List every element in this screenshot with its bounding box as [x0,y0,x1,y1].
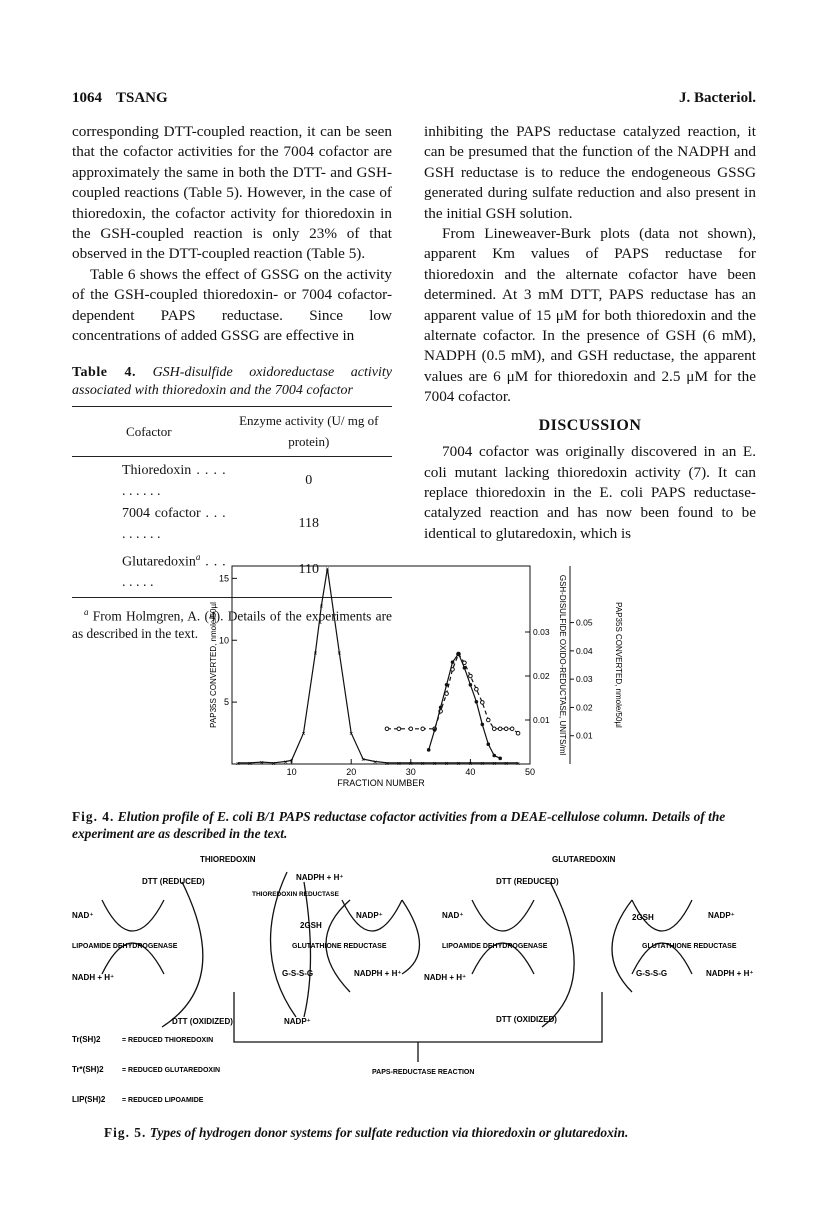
table-cell: 118 [298,516,320,532]
x-axis-title: FRACTION NUMBER [337,778,425,788]
data-point: × [349,731,354,739]
data-point [433,728,437,732]
data-point: × [480,760,485,768]
data-point: × [289,758,294,766]
table-cell: 110 [298,561,320,577]
y-left-tick-label: 5 [223,697,229,708]
paragraph: corresponding DTT-coupled reaction, it can be seen that the cofactor activities for the 7004 cofactor are approximately the same in both the DTT- and GSH-coupled reactions (Table 5). However, in the case of thioredoxin, the cofactor activity for thioredoxin in the GSH-coupled reaction is only 23% of that observed in the DTT-coupled reaction (Table 5). [72,123,392,263]
data-point: × [361,757,366,765]
table-row: Glutaredoxin$^a$ . . . . . . . . 110 [72,546,392,598]
figure-5-caption: Fig. 5. Types of hydrogen donor systems for sulfate reduction via thioredoxin or glutaredoxin. [104,1125,629,1140]
y-mid-tick-label: 0.01 [533,715,550,725]
data-point [385,727,389,731]
nadp-label: NADP⁺ [284,1017,311,1026]
x-tick-label: 10 [286,767,297,777]
data-point [510,727,514,731]
data-point [397,727,401,731]
section-heading: DISCUSSION [538,416,642,434]
nadph-label: NADPH + H⁺ [354,969,402,978]
x-tick-label: 50 [524,767,536,777]
dtt-oxidized-label: DTT (OXIDIZED) [496,1015,557,1024]
table-cell: 7004 cofactor [122,506,201,522]
series-line [238,569,518,766]
nadp-label: NADP⁺ [356,911,383,920]
data-point [504,727,508,731]
nad-label: NAD⁺ [442,911,464,920]
data-point [457,652,461,656]
data-point: × [372,759,378,767]
figure-4-chart [170,548,640,810]
data-point: × [301,731,306,739]
dtt-reduced-label: DTT (REDUCED) [142,877,205,886]
x-tick-label: 30 [405,767,416,777]
data-point: × [235,760,241,768]
data-point: × [432,760,437,768]
data-point [421,727,425,731]
data-point [427,748,431,752]
legend-formula: Tr*(SH)2 [72,1065,104,1074]
data-point: × [492,760,497,768]
data-point [481,723,485,727]
data-point [469,683,473,687]
data-point: × [456,760,461,768]
table-row: Thioredoxin . . . . . . . . . . 0 [72,457,392,503]
series-line [387,654,518,733]
thioredoxin-reductase-label: THIOREDOXIN REDUCTASE [252,891,339,898]
data-point: × [247,760,252,768]
data-point: × [444,760,449,768]
journal-name: J. Bacteriol. [678,90,756,106]
y-left-axis-title: PAP35S CONVERTED, nmole/50µl [209,602,218,728]
data-point [481,701,485,705]
two-gsh-label: 2GSH [300,921,322,930]
data-point: × [313,650,318,658]
data-point: × [283,759,288,767]
y-left-tick-label: 15 [218,573,229,584]
glutaredoxin-title: GLUTAREDOXIN [552,855,616,864]
paragraph: inhibiting the PAPS reductase catalyzed reaction, it can be presumed that the function of the NADPH and GSH reductase is to reduce the endogeneous GSSG generated during sulfate reduction and also present in the initial GSH solution. [424,123,756,222]
dtt-reduced-label: DTT (REDUCED) [496,877,559,886]
diagram-arcs [102,872,692,1062]
y-right-axis-title: PAP35S CONVERTED, nmole/50µl [614,602,623,728]
table-footnote: $^a$ From Holmgren, A. (4). Details of the experiments are as described in the text. [72,607,392,641]
data-point [451,660,455,664]
glutathione-reductase-label: GLUTATHIONE REDUCTASE [642,943,737,950]
thioredoxin-title: THIOREDOXIN [200,855,256,864]
lipoamide-dh-label: LIPOAMIDE DEHYDROGENASE [72,943,178,950]
paragraph: Table 6 shows the effect of GSSG on the activity of the GSH-coupled thioredoxin- or 7004 cofactor-dependent PAPS reductase. Since low concentrations of added GSSG are effective in [72,265,392,345]
nadph-label: NADPH + H⁺ [296,873,344,882]
y-right-tick-label: 0.04 [576,645,593,656]
data-point: × [259,760,264,768]
x-tick-label: 40 [465,767,476,777]
table-header: Enzyme activity (U/ mg of protein) [226,407,392,457]
y-right-tick-label: 0.02 [576,702,593,713]
y-right-tick-label: 0.01 [576,730,593,741]
legend-formula: LIP(SH)2 [72,1095,106,1104]
data-point: × [271,760,276,768]
data-point: × [396,760,401,768]
data-point [498,727,502,731]
data-point [486,742,490,746]
data-point [492,727,496,731]
y-right-tick-label: 0.05 [576,617,593,628]
nadh-label: NADH + H⁺ [72,973,115,982]
figure-4-caption: Fig. 4. Elution profile of E. coli B/1 PAPS reductase cofactor activities from a DEAE-cellulose column. Details of the experiment are as described in the text. [72,809,726,841]
data-point: × [420,760,425,768]
two-gsh-label: 2GSH [632,913,654,922]
table-cell: Thioredoxin [122,463,192,479]
data-point: × [384,760,390,768]
data-point: × [319,603,324,611]
x-tick-label: 20 [346,767,357,777]
paragraph: 7004 cofactor was originally discovered in an E. coli mutant lacking thioredoxin activity (7). It can replace thioredoxin in the E. coli PAPS reductase-catalyzed reaction and has now been found to be identical to glutaredoxin, which is [424,443,756,542]
page-header [72,90,756,110]
diagram-labels [72,855,754,1104]
data-point [498,757,502,761]
y-right-tick-label: 0.03 [576,674,593,685]
table-cell: Glutaredoxin [122,554,196,570]
data-point [445,683,449,687]
table-caption: Table 4. GSH-disulfide oxidoreductase activity associated with thioredoxin and the 7004 cofactor [72,365,392,399]
data-point [409,727,413,731]
gssg-label: G-S-S-G [282,969,314,978]
data-point: × [468,760,473,768]
figure-5-diagram [72,852,756,1120]
data-point [516,731,520,735]
data-point [475,700,479,704]
nadh-label: NADH + H⁺ [424,973,467,982]
data-point: × [325,566,330,574]
data-point [439,706,443,710]
data-point [469,674,473,678]
gssg-label: G-S-S-G [636,969,668,978]
table-row: 7004 cofactor . . . . . . . . . 118 [72,503,392,546]
data-point [486,718,490,722]
data-point: × [516,760,521,768]
glutathione-reductase-label: GLUTATHIONE REDUCTASE [292,943,387,950]
dtt-oxidized-label: DTT (OXIDIZED) [172,1017,233,1026]
nad-label: NAD⁺ [72,911,94,920]
y-mid-axis-title: GSH-DISULFIDE OXIDO-REDUCTASE, UNITS/ml [558,574,567,756]
paragraph: From Lineweaver-Burk plots (data not shown), apparent Km values of PAPS reductase for thioredoxin and the alternate cofactor have been determined. At 3 mM DTT, PAPS reductase has an apparent value of 15 μM for both thioredoxin and the alternate cofactor. In the presence of GSH (6 mM), NADPH (0.5 mM), and GSH reductase, the apparent values are 6 μM for thioredoxin and 2.5 μM for the 7004 cofactor. [424,225,756,406]
nadph-label: NADPH + H⁺ [706,969,754,978]
data-point: × [408,760,413,768]
table-cell: 0 [305,473,313,489]
table-header: Cofactor [72,407,226,457]
page-number: 1064 [72,90,102,106]
data-point [475,687,479,691]
legend-formula: Tr(SH)2 [72,1035,101,1044]
legend-meaning: = REDUCED LIPOAMIDE [122,1097,204,1104]
y-left-tick-label: 10 [218,635,229,646]
data-point [492,754,496,758]
paps-reaction-label: PAPS-REDUCTASE REACTION [372,1069,475,1076]
data-point [445,692,449,696]
data-point [463,666,467,670]
y-mid-tick-label: 0.03 [533,627,550,637]
lipoamide-dh-label: LIPOAMIDE DEHYDROGENASE [442,943,548,950]
running-author: TSANG [116,90,168,106]
data-point: × [504,760,509,768]
legend-meaning: = REDUCED GLUTAREDOXIN [122,1067,221,1074]
data-point: × [337,650,342,658]
y-mid-tick-label: 0.02 [533,671,550,681]
right-column [424,122,756,544]
nadp-label: NADP⁺ [708,911,735,920]
legend-meaning: = REDUCED THIOREDOXIN [122,1037,214,1044]
